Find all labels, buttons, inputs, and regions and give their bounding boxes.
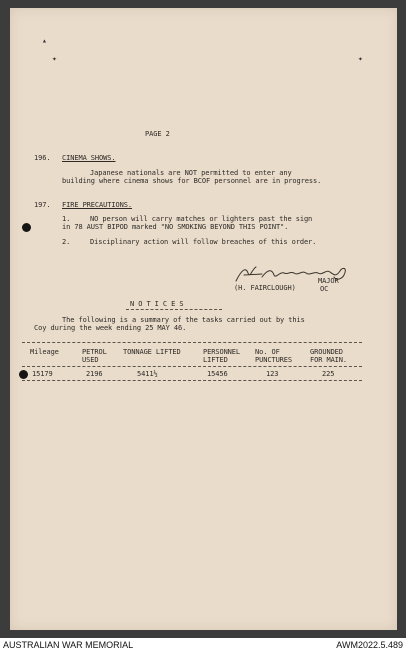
- notices-intro-line: Coy during the week ending 25 MAY 46.: [34, 324, 187, 332]
- table-mid-rule: [22, 366, 362, 367]
- body-line: Disciplinary action will follow breaches of this order.: [90, 238, 317, 246]
- archive-footer: [0, 638, 406, 653]
- notices-heading: N O T I C E S: [130, 300, 184, 308]
- table-header-petrol: PETROL: [82, 348, 107, 356]
- footer-accession-number: AWM2022.5.489: [336, 640, 403, 650]
- body-line: building where cinema shows for BCOF personnel are in progress.: [62, 177, 322, 185]
- punch-hole-icon: [19, 370, 28, 379]
- notices-intro-line: The following is a summary of the tasks carried out by this: [62, 316, 305, 324]
- table-header-grounded: GROUNDED: [310, 348, 343, 356]
- signatory-rank: MAJOR: [318, 277, 339, 285]
- section-number: 196.: [34, 154, 51, 162]
- item-number: 1.: [62, 215, 71, 223]
- body-line: NO person will carry matches or lighters past the sign: [90, 215, 313, 223]
- document-page: [10, 8, 397, 630]
- table-cell-grounded: 225: [322, 370, 335, 378]
- notices-underline: [126, 309, 222, 310]
- body-line: in 78 AUST BIPOD marked "NO SMOKING BEYOND THIS POINT".: [62, 223, 289, 231]
- page-label: PAGE 2: [145, 130, 170, 138]
- table-header-tonnage: TONNAGE LIFTED: [123, 348, 181, 356]
- table-cell-mileage: 15179: [32, 370, 53, 378]
- body-line: Japanese nationals are NOT permitted to enter any: [90, 169, 292, 177]
- table-header-petrol: USED: [82, 356, 99, 364]
- pin-mark-icon: ▴: [42, 36, 47, 45]
- item-number: 2.: [62, 238, 71, 246]
- table-header-punctures: PUNCTURES: [255, 356, 293, 364]
- section-number: 197.: [34, 201, 51, 209]
- table-cell-personnel: 15456: [207, 370, 228, 378]
- table-header-mileage: Mileage: [30, 348, 59, 356]
- table-bottom-rule: [22, 380, 362, 381]
- table-header-personnel: PERSONNEL: [203, 348, 241, 356]
- table-header-punctures: No. OF: [255, 348, 280, 356]
- pin-mark-icon: ✦: [358, 54, 363, 63]
- table-cell-tonnage: 5411½: [137, 370, 158, 378]
- pin-mark-icon: ✦: [52, 54, 57, 63]
- table-cell-punctures: 123: [266, 370, 279, 378]
- footer-left-label: AUSTRALIAN WAR MEMORIAL: [3, 640, 134, 650]
- section-heading: FIRE PRECAUTIONS.: [62, 201, 132, 209]
- punch-hole-icon: [22, 223, 31, 232]
- section-heading: CINEMA SHOWS.: [62, 154, 116, 162]
- table-top-rule: [22, 342, 362, 343]
- table-cell-petrol: 2196: [86, 370, 103, 378]
- table-header-personnel: LIFTED: [203, 356, 228, 364]
- signatory-role: OC: [320, 285, 329, 293]
- table-header-grounded: FOR MAIN.: [310, 356, 348, 364]
- signatory-name: (H. FAIRCLOUGH): [234, 284, 296, 292]
